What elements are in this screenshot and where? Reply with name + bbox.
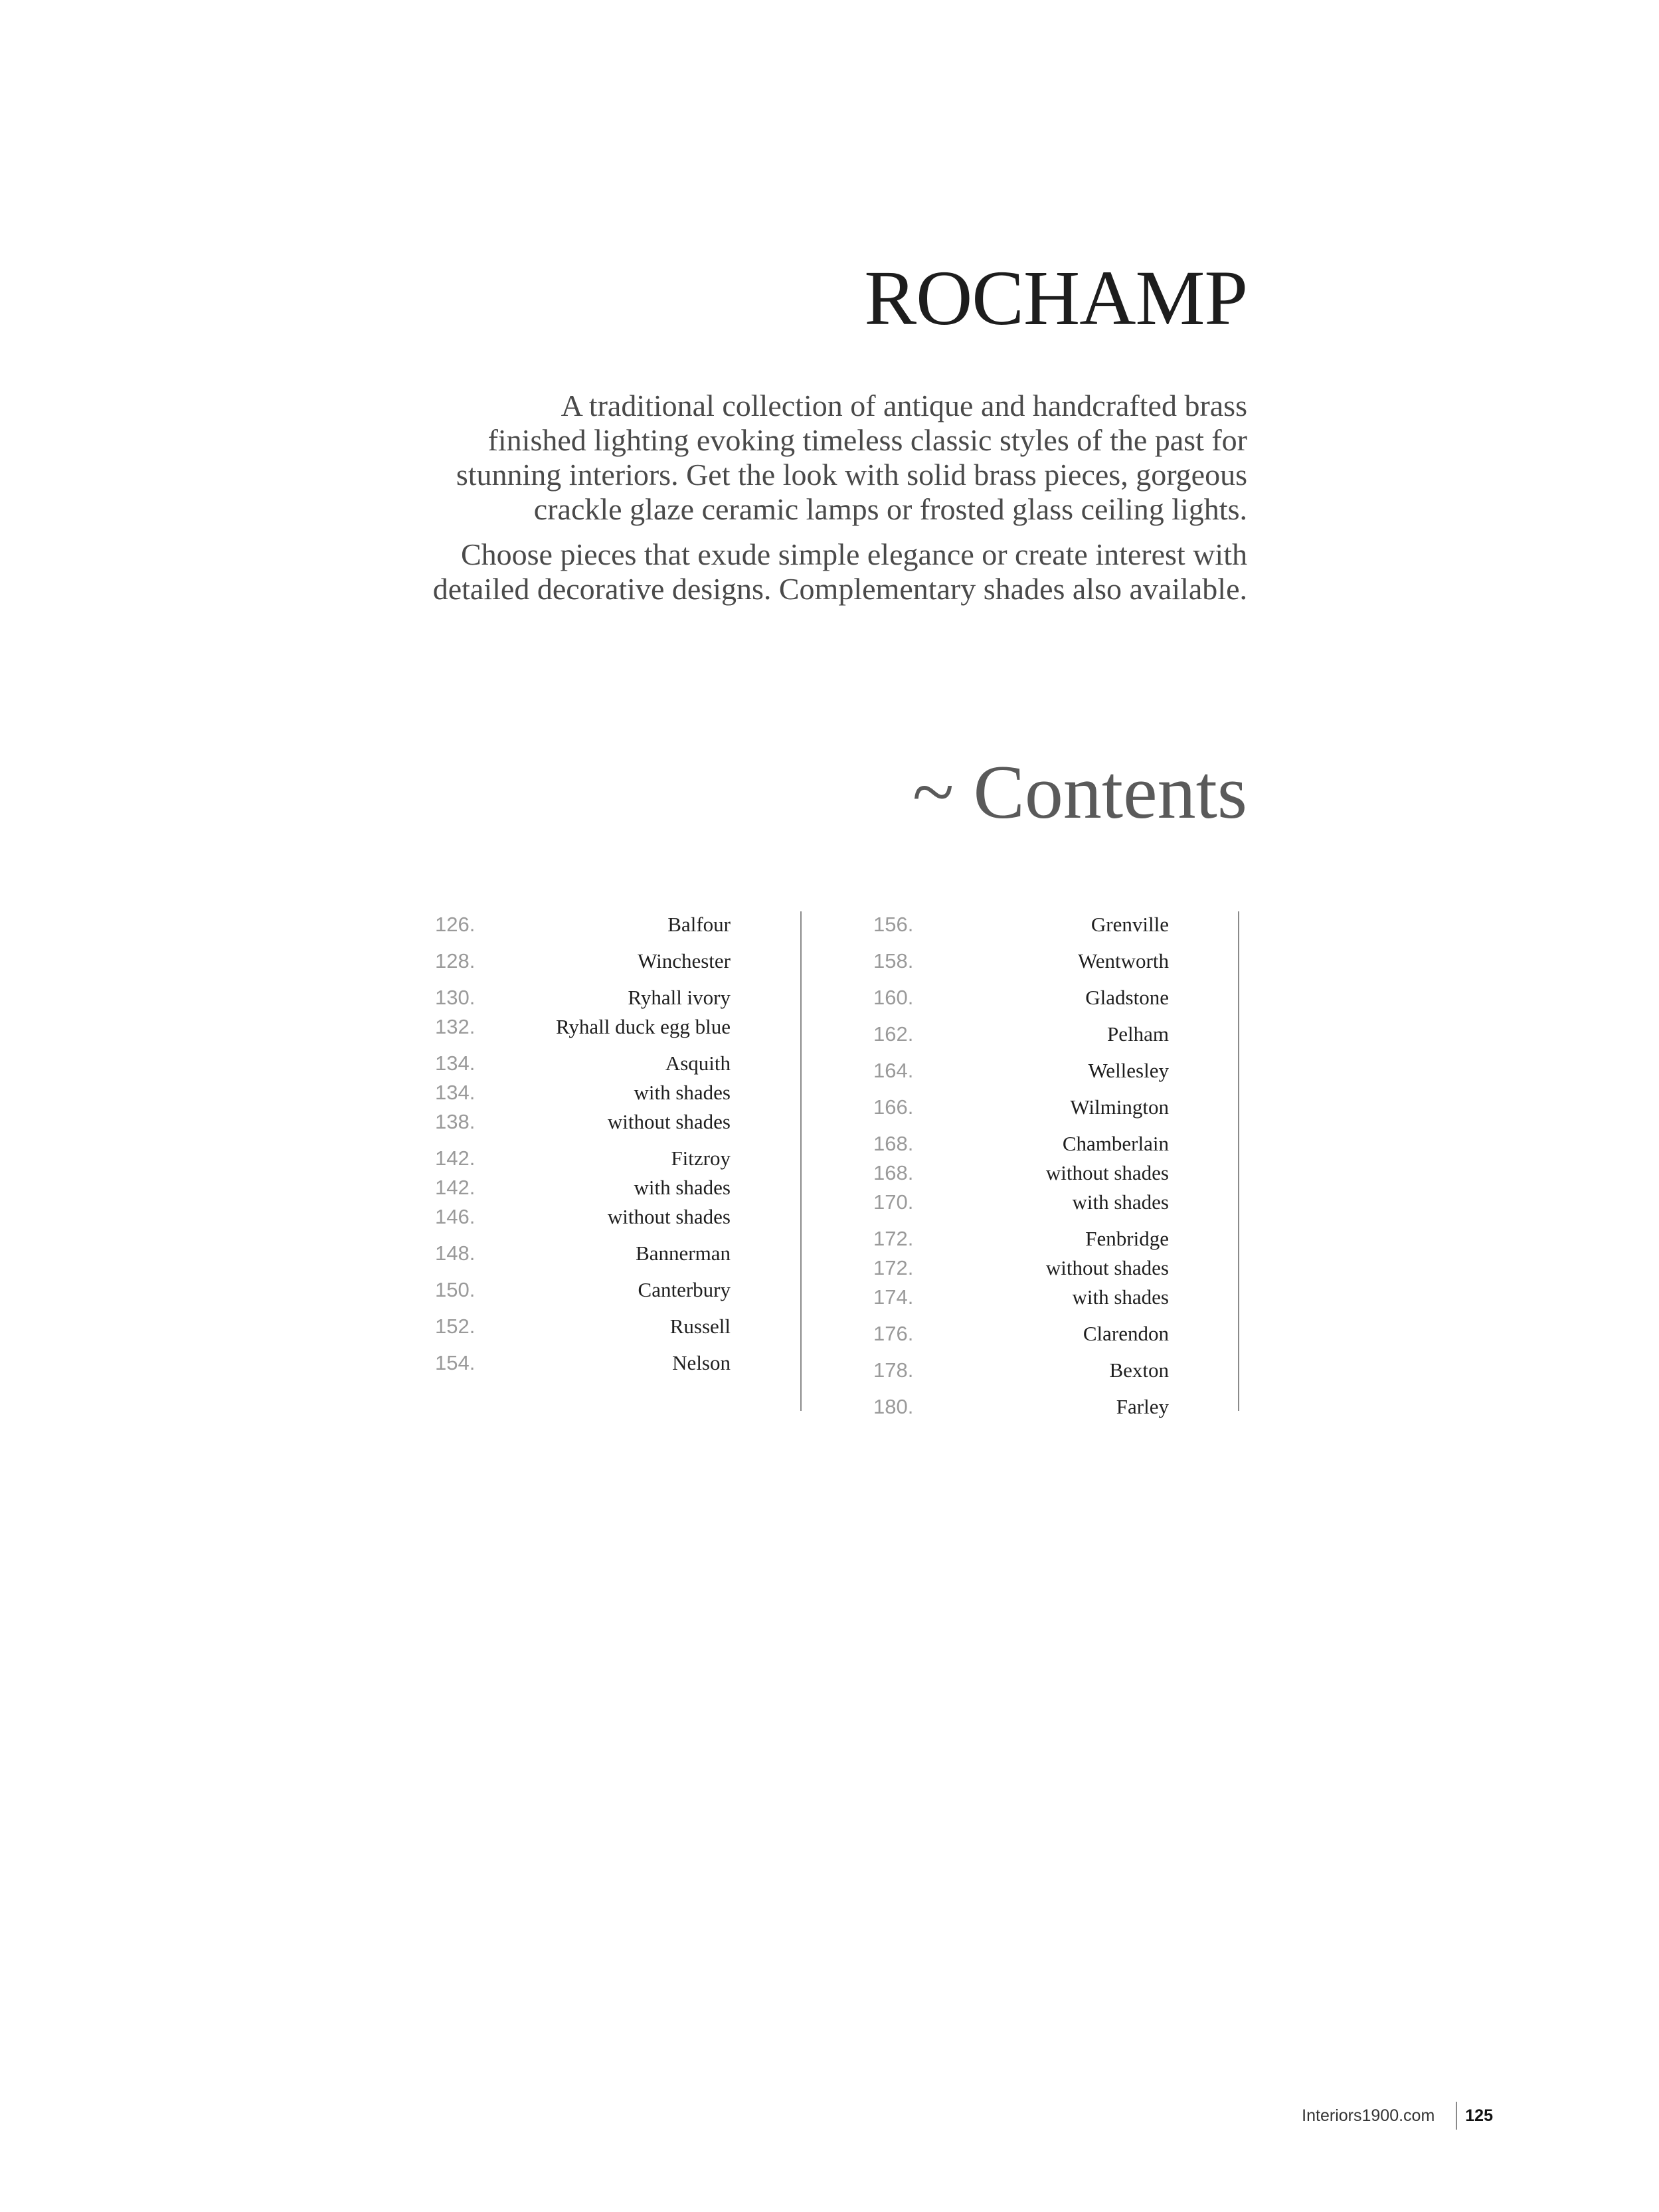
entry-title: Chamberlain (1062, 1132, 1169, 1155)
entry-title: with shades (1072, 1285, 1169, 1309)
entry-page-number: 142. (435, 1147, 476, 1170)
entry-page-number: 168. (873, 1161, 914, 1184)
entry-title: Canterbury (638, 1278, 731, 1301)
entry-title: with shades (634, 1176, 731, 1199)
collection-title: ROCHAMP (864, 254, 1247, 341)
entry-page-number: 160. (873, 986, 914, 1009)
entry-page-number: 172. (873, 1256, 914, 1279)
contents-entry[interactable] (425, 1348, 731, 1378)
entry-title: Fenbridge (1085, 1227, 1169, 1250)
entry-page-number: 172. (873, 1227, 914, 1250)
entry-page-number: 146. (435, 1205, 476, 1228)
entry-page-number: 156. (873, 913, 914, 936)
entry-title: with shades (634, 1081, 731, 1104)
entry-title: Ryhall duck egg blue (555, 1015, 731, 1038)
contents-entry[interactable] (425, 1312, 731, 1341)
entry-title: Ryhall ivory (628, 986, 731, 1009)
entry-page-number: 154. (435, 1351, 476, 1374)
contents-entry[interactable] (425, 1012, 731, 1042)
contents-entry[interactable] (425, 1078, 731, 1107)
contents-entry[interactable] (863, 1188, 1169, 1217)
entry-page-number: 174. (873, 1285, 914, 1309)
entry-title: Bexton (1109, 1358, 1169, 1382)
footer-divider (1456, 2102, 1457, 2130)
contents-entry[interactable] (863, 983, 1169, 1012)
collection-intro (331, 389, 1247, 617)
contents-entry[interactable] (863, 1319, 1169, 1348)
contents-entry[interactable] (863, 1356, 1169, 1385)
contents-entry[interactable] (425, 910, 731, 939)
entry-page-number: 158. (873, 949, 914, 972)
contents-entry[interactable] (863, 1224, 1169, 1253)
contents-entry[interactable] (863, 1093, 1169, 1122)
entry-title: Balfour (667, 913, 731, 936)
contents-entry[interactable] (863, 1392, 1169, 1422)
entry-page-number: 128. (435, 949, 476, 972)
entry-title: Clarendon (1083, 1322, 1169, 1345)
contents-entry[interactable] (425, 1239, 731, 1268)
entry-title: Fitzroy (671, 1147, 731, 1170)
entry-title: Bannerman (636, 1242, 731, 1265)
entry-page-number: 152. (435, 1315, 476, 1338)
column-divider (800, 911, 802, 1411)
contents-entry[interactable] (863, 910, 1169, 939)
entry-title: Wellesley (1088, 1059, 1169, 1082)
entry-title: Pelham (1107, 1022, 1169, 1046)
entry-page-number: 134. (435, 1052, 476, 1075)
entry-title: Winchester (638, 949, 731, 972)
contents-entry[interactable] (425, 983, 731, 1012)
entry-page-number: 130. (435, 986, 476, 1009)
entry-title: Nelson (672, 1351, 731, 1374)
contents-entry[interactable] (425, 1202, 731, 1232)
entry-page-number: 148. (435, 1242, 476, 1265)
contents-entry[interactable] (425, 1173, 731, 1202)
contents-column-right (863, 910, 1169, 1422)
entry-title: without shades (607, 1110, 731, 1133)
entry-title: Farley (1116, 1395, 1169, 1418)
contents-entry[interactable] (425, 947, 731, 976)
entry-page-number: 132. (435, 1015, 476, 1038)
contents-entry[interactable] (863, 1020, 1169, 1049)
page-number: 125 (1465, 2106, 1493, 2125)
entry-title: with shades (1072, 1190, 1169, 1214)
entry-page-number: 142. (435, 1176, 476, 1199)
entry-title: Wentworth (1078, 949, 1169, 972)
contents-heading: ~ Contents (912, 750, 1247, 835)
entry-title: Gladstone (1085, 986, 1169, 1009)
intro-paragraph: A traditional collection of antique and handcrafted brass finished lighting evoking timeless classic styles of the past for stunning interiors. Get the look with solid brass pieces, gorgeous crackle glaze ceramic lamps or frosted glass ceiling lights. (456, 389, 1247, 526)
entry-page-number: 134. (435, 1081, 476, 1104)
contents-entry[interactable] (863, 1283, 1169, 1312)
entry-title: Wilmington (1070, 1095, 1169, 1119)
entry-title: without shades (1045, 1256, 1169, 1279)
entry-page-number: 164. (873, 1059, 914, 1082)
entry-page-number: 166. (873, 1095, 914, 1119)
contents-entry[interactable] (863, 947, 1169, 976)
entry-page-number: 176. (873, 1322, 914, 1345)
contents-entry[interactable] (863, 1129, 1169, 1158)
contents-entry[interactable] (863, 1056, 1169, 1085)
entry-page-number: 180. (873, 1395, 914, 1418)
entry-page-number: 170. (873, 1190, 914, 1214)
contents-entry[interactable] (425, 1275, 731, 1305)
entry-page-number: 178. (873, 1358, 914, 1382)
entry-page-number: 138. (435, 1110, 476, 1133)
page-footer (1302, 2102, 1493, 2129)
contents-entry[interactable] (425, 1144, 731, 1173)
contents-entry[interactable] (425, 1107, 731, 1137)
entry-page-number: 168. (873, 1132, 914, 1155)
column-divider (1238, 911, 1239, 1411)
entry-page-number: 162. (873, 1022, 914, 1046)
contents-column-left (425, 910, 731, 1378)
contents-entry[interactable] (863, 1253, 1169, 1283)
entry-title: without shades (607, 1205, 731, 1228)
website-link[interactable]: Interiors1900.com (1302, 2106, 1435, 2125)
contents-entry[interactable] (863, 1158, 1169, 1188)
contents-entry[interactable] (425, 1049, 731, 1078)
intro-paragraph: Choose pieces that exude simple elegance or create interest with detailed decorative designs. Complementary shades also available. (432, 537, 1247, 606)
entry-title: Grenville (1091, 913, 1169, 936)
entry-page-number: 150. (435, 1278, 476, 1301)
entry-title: without shades (1045, 1161, 1169, 1184)
entry-title: Asquith (665, 1052, 731, 1075)
entry-title: Russell (669, 1315, 731, 1338)
entry-page-number: 126. (435, 913, 476, 936)
